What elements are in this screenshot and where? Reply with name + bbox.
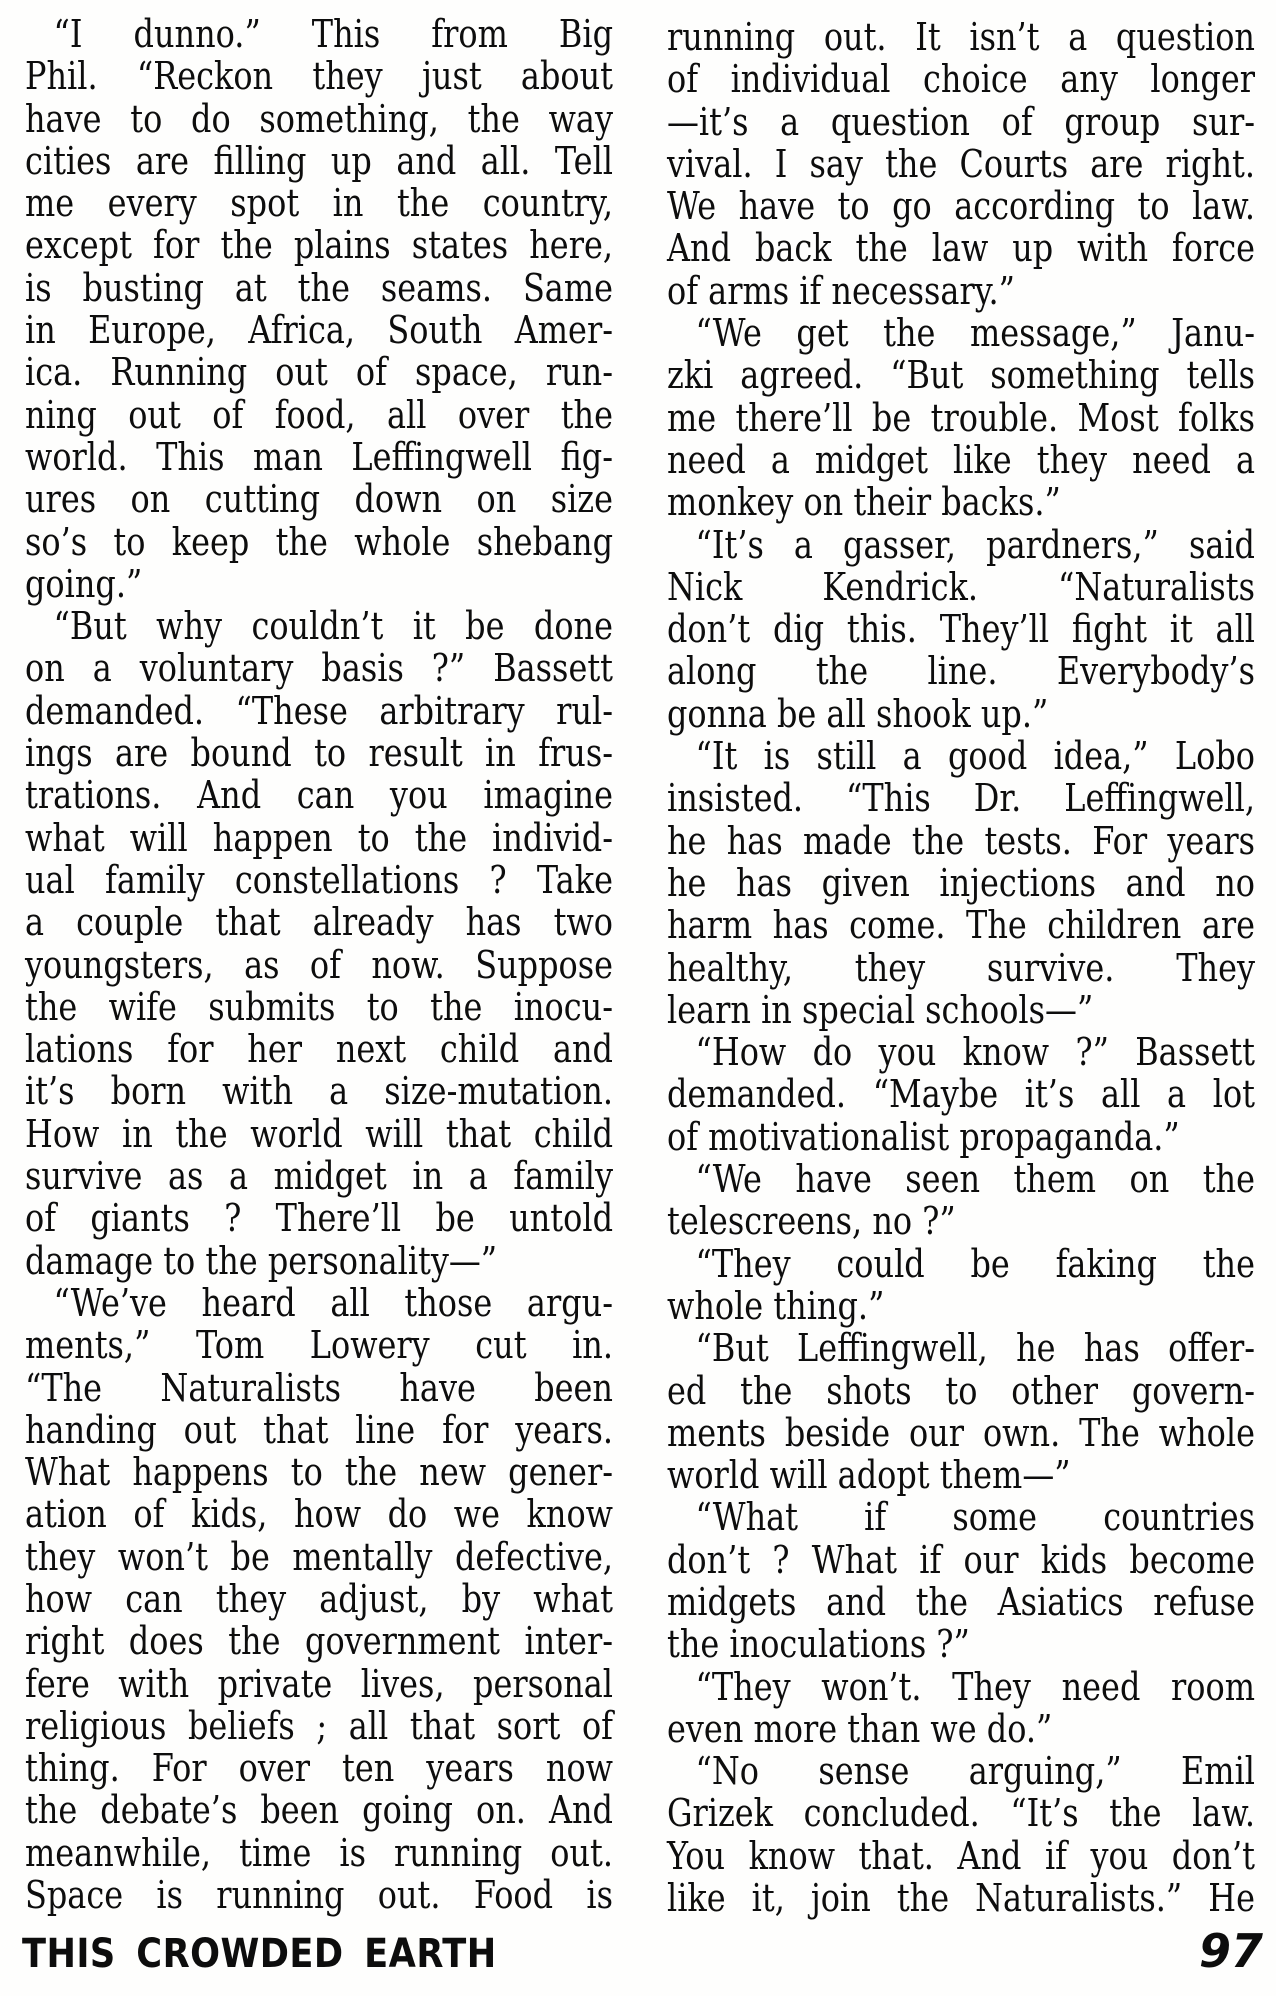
text-line: learn in special schools—” xyxy=(667,987,1094,1032)
text-line: have to do something, the way xyxy=(25,96,613,141)
text-line: vival. I say the Courts are right. xyxy=(667,141,1255,186)
text-line: lations for her next child and xyxy=(25,1027,613,1072)
text-line: midgets and the Asiatics refuse xyxy=(667,1579,1255,1624)
text-line: running out. It isn’t a question xyxy=(667,15,1255,59)
text-line: “No sense arguing,” Emil xyxy=(695,1749,1255,1794)
paragraph xyxy=(667,1666,1255,1751)
text-line: it’s born with a size-mutation. xyxy=(25,1069,613,1114)
text-line: healthy, they survive. They xyxy=(667,945,1255,990)
paragraph xyxy=(25,605,613,1282)
text-line: “The Naturalists have been xyxy=(25,1365,613,1410)
paragraph xyxy=(667,524,1255,735)
text-line: going.” xyxy=(25,561,143,606)
text-line: insisted. “This Dr. Leffingwell, xyxy=(667,776,1255,821)
text-line: “It’s a gasser, pardners,” said xyxy=(695,522,1255,567)
text-line: “It is still a good idea,” Lobo xyxy=(695,734,1255,779)
text-line: he has given injections and no xyxy=(667,860,1255,905)
text-line: ments beside our own. The whole xyxy=(667,1410,1255,1455)
text-line: so’s to keep the whole shebang xyxy=(25,519,613,564)
text-line: We have to go according to law. xyxy=(667,184,1255,229)
text-line: ed the shots to other govern- xyxy=(667,1368,1255,1413)
text-line: thing. For over ten years now xyxy=(25,1746,613,1791)
text-line: right does the government inter- xyxy=(25,1619,613,1664)
text-line: the debate’s been going on. And xyxy=(25,1788,613,1833)
text-line: of arms if necessary.” xyxy=(667,268,1015,313)
text-line: “We have seen them on the xyxy=(695,1157,1255,1202)
text-line: ning out of food, all over the xyxy=(25,392,613,437)
paragraph xyxy=(667,1158,1255,1243)
text-line: how can they adjust, by what xyxy=(25,1576,613,1621)
text-line: me there’ll be trouble. Most folks xyxy=(667,395,1255,440)
text-line: ures on cutting down on size xyxy=(25,477,613,522)
text-line: You know that. And if you don’t xyxy=(667,1833,1255,1878)
paragraph xyxy=(667,1750,1255,1919)
text-line: the wife submits to the inocu- xyxy=(25,984,613,1029)
text-line: world. This man Leffingwell fig- xyxy=(25,434,613,479)
text-line: what will happen to the individ- xyxy=(25,815,613,860)
text-line: the inoculations ?” xyxy=(667,1622,970,1667)
text-line: survive as a midget in a family xyxy=(25,1154,613,1199)
text-line: “I dunno.” This from Big xyxy=(53,12,613,56)
text-line: me every spot in the country, xyxy=(25,181,613,226)
text-line: Grizek concluded. “It’s the law. xyxy=(667,1791,1255,1836)
text-line: fere with private lives, personal xyxy=(25,1661,613,1706)
text-line: What happens to the new gener- xyxy=(25,1450,613,1495)
text-line: along the line. Everybody’s xyxy=(667,649,1255,694)
paragraph xyxy=(667,1496,1255,1665)
text-line: youngsters, as of now. Suppose xyxy=(25,942,613,987)
text-line: except for the plains states here, xyxy=(25,223,613,268)
text-line: ments,” Tom Lowery cut in. xyxy=(25,1323,613,1368)
text-line: whole thing.” xyxy=(667,1283,885,1328)
text-line: trations. And can you imagine xyxy=(25,773,613,818)
paragraph xyxy=(25,1282,613,1916)
running-footer-book-title: THIS CROWDED EARTH xyxy=(22,1931,497,1977)
text-line: And back the law up with force xyxy=(667,226,1255,271)
page-number: 97 xyxy=(1198,1924,1263,1978)
text-line: he has made the tests. For years xyxy=(667,818,1255,863)
text-line: ual family constellations ? Take xyxy=(25,857,613,902)
text-line: is busting at the seams. Same xyxy=(25,265,613,310)
text-line: handing out that line for years. xyxy=(25,1407,613,1452)
text-line: ings are bound to result in frus- xyxy=(25,731,613,776)
text-line: in Europe, Africa, South Amer- xyxy=(25,308,613,353)
text-line: meanwhile, time is running out. xyxy=(25,1830,613,1875)
right-column xyxy=(667,16,1255,1919)
text-line: cities are filling up and all. Tell xyxy=(25,138,613,183)
text-line: “How do you know ?” Bassett xyxy=(695,1030,1255,1075)
text-line: ation of kids, how do we know xyxy=(25,1492,613,1537)
text-line: “They could be faking the xyxy=(695,1241,1255,1286)
text-line: ica. Running out of space, run- xyxy=(25,350,613,395)
text-line: of motivationalist propaganda.” xyxy=(667,1114,1180,1159)
text-line: need a midget like they need a xyxy=(667,437,1255,482)
text-line: world will adopt them—” xyxy=(667,1453,1071,1498)
text-line: gonna be all shook up.” xyxy=(667,691,1049,736)
text-line: they won’t be mentally defective, xyxy=(25,1534,613,1579)
text-line: demanded. “Maybe it’s all a lot xyxy=(667,1072,1255,1117)
paragraph xyxy=(667,735,1255,1031)
text-line: telescreens, no ?” xyxy=(667,1199,956,1244)
text-line: monkey on their backs.” xyxy=(667,480,1061,525)
text-line: Phil. “Reckon they just about xyxy=(25,54,613,99)
paragraph xyxy=(667,312,1255,523)
text-line: “They won’t. They need room xyxy=(695,1664,1255,1709)
text-line: “But why couldn’t it be done xyxy=(53,604,613,649)
paragraph xyxy=(667,1327,1255,1496)
text-line: religious beliefs ; all that sort of xyxy=(25,1703,613,1748)
text-line: a couple that already has two xyxy=(25,900,613,945)
paragraph xyxy=(667,16,1255,312)
text-line: of individual choice any longer xyxy=(667,57,1255,102)
text-line: Space is running out. Food is xyxy=(25,1873,613,1918)
text-line: “We get the message,” Janu- xyxy=(695,311,1255,356)
text-line: don’t dig this. They’ll fight it all xyxy=(667,607,1255,652)
text-line: of giants ? There’ll be untold xyxy=(25,1196,613,1241)
paragraph xyxy=(667,1243,1255,1328)
text-line: even more than we do.” xyxy=(667,1706,1053,1751)
text-line: like it, join the Naturalists.” He xyxy=(667,1876,1255,1921)
left-column xyxy=(25,13,613,1916)
text-line: Nick Kendrick. “Naturalists xyxy=(667,564,1255,609)
text-line: harm has come. The children are xyxy=(667,903,1255,948)
text-line: “We’ve heard all those argu- xyxy=(53,1280,613,1325)
text-line: damage to the personality—” xyxy=(25,1238,498,1283)
text-line: “What if some countries xyxy=(695,1495,1255,1540)
text-line: don’t ? What if our kids become xyxy=(667,1537,1255,1582)
text-line: “But Leffingwell, he has offer- xyxy=(695,1326,1255,1371)
text-line: —it’s a question of group sur- xyxy=(667,99,1255,144)
paragraph xyxy=(667,1031,1255,1158)
text-line: How in the world will that child xyxy=(25,1111,613,1156)
text-line: zki agreed. “But something tells xyxy=(667,353,1255,398)
text-line: on a voluntary basis ?” Bassett xyxy=(25,646,613,691)
text-line: demanded. “These arbitrary rul- xyxy=(25,688,613,733)
paragraph xyxy=(25,13,613,605)
